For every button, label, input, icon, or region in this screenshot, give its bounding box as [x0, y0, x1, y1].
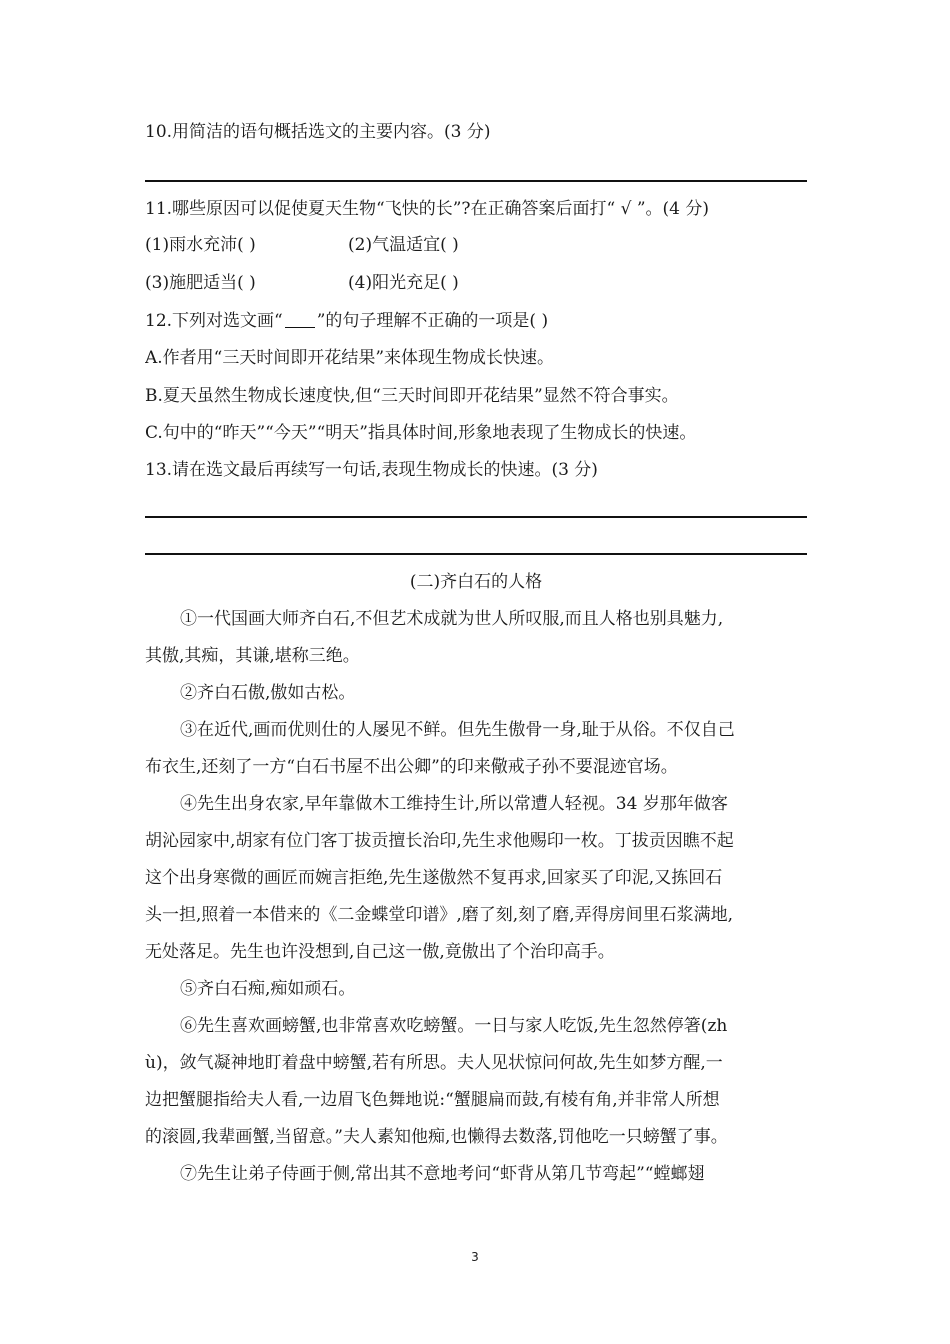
article-line: 边把蟹腿指给夫人看,一边眉飞色舞地说:“蟹腿扁而鼓,有棱有角,并非常人所想 — [145, 1090, 720, 1110]
answer-line-q10[interactable] — [145, 180, 807, 182]
question-13: 13.请在选文最后再续写一句话,表现生物成长的快速。(3 分) — [145, 460, 598, 480]
article-line: ⑤齐白石痴,痴如顽石。 — [180, 979, 356, 999]
q11-option-1: (1)雨水充沛( ) — [145, 235, 256, 255]
article-line: ù)，敛气凝神地盯着盘中螃蟹,若有所思。夫人见状惊问何故,先生如梦方醒,一 — [145, 1053, 723, 1073]
article-line: ②齐白石傲,傲如古松。 — [180, 683, 356, 703]
article-title: (二)齐白石的人格 — [409, 572, 543, 592]
article-line: ⑦先生让弟子侍画于侧,常出其不意地考问“虾背从第几节弯起”“螳螂翅 — [180, 1164, 705, 1184]
page-number: 3 — [471, 1250, 479, 1264]
article-line: 这个出身寒微的画匠而婉言拒绝,先生遂傲然不复再求,回家买了印泥,又拣回石 — [145, 868, 723, 888]
article-line: ④先生出身农家,早年靠做木工维持生计,所以常遭人轻视。34 岁那年做客 — [180, 794, 728, 814]
q11-option-3: (3)施肥适当( ) — [145, 273, 256, 293]
article-line: ⑥先生喜欢画螃蟹,也非常喜欢吃螃蟹。一日与家人吃饭,先生忽然停箸(zh — [180, 1016, 728, 1036]
underline-mark — [285, 311, 315, 328]
q12-text-start: 12.下列对选文画“ — [145, 311, 283, 331]
q11-option-4: (4)阳光充足( ) — [348, 273, 459, 293]
article-line: 胡沁园家中,胡家有位门客丁拔贡擅长治印,先生求他赐印一枚。丁拔贡因瞧不起 — [145, 831, 734, 851]
question-11: 11.哪些原因可以促使夏天生物“飞快的长”?在正确答案后面打“ √ ”。(4 分) — [145, 199, 710, 219]
q12-option-b: B.夏天虽然生物成长速度快,但“三天时间即开花结果”显然不符合事实。 — [145, 386, 679, 406]
q12-text-end: ”的句子理解不正确的一项是( ) — [316, 311, 549, 331]
article-line: ①一代国画大师齐白石,不但艺术成就为世人所叹服,而且人格也别具魅力, — [180, 609, 724, 629]
article-line: 其傲,其痴，其谦,堪称三绝。 — [145, 646, 360, 666]
q12-option-a: A.作者用“三天时间即开花结果”来体现生物成长快速。 — [145, 348, 555, 368]
article-line: ③在近代,画而优则仕的人屡见不鲜。但先生傲骨一身,耻于从俗。不仅自己 — [180, 720, 735, 740]
answer-line-q13-2[interactable] — [145, 553, 807, 555]
article-line: 头一担,照着一本借来的《二金蝶堂印谱》,磨了刻,刻了磨,弄得房间里石浆满地, — [145, 905, 734, 925]
article-line: 无处落足。先生也许没想到,自己这一傲,竟傲出了个治印高手。 — [145, 942, 615, 962]
q11-option-2: (2)气温适宜( ) — [348, 235, 459, 255]
answer-line-q13-1[interactable] — [145, 516, 807, 518]
article-line: 的滚圆,我辈画蟹,当留意。”夫人素知他痴,也懒得去数落,罚他吃一只螃蟹了事。 — [145, 1127, 728, 1147]
article-line: 布衣生,还刻了一方“白石书屋不出公卿”的印来儆戒子孙不要混迹官场。 — [145, 757, 678, 777]
q12-option-c: C.句中的“昨天”“今天”“明天”指具体时间,形象地表现了生物成长的快速。 — [145, 423, 697, 443]
question-10: 10.用简洁的语句概括选文的主要内容。(3 分) — [145, 122, 491, 142]
question-12 — [145, 309, 807, 333]
